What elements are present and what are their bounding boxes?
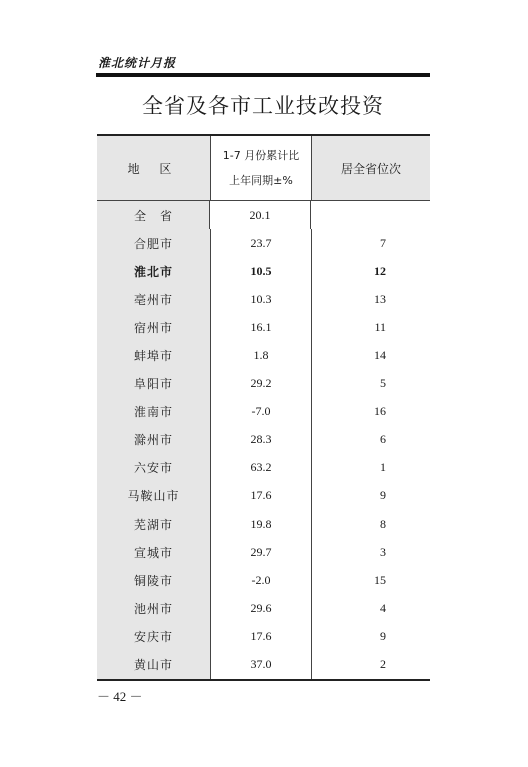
- table-row: [97, 566, 430, 594]
- table-row: [97, 538, 430, 566]
- cell-region: 滁州市: [97, 426, 211, 454]
- table-row: [97, 594, 430, 622]
- cell-value: 17.6: [211, 622, 312, 650]
- table-body: [97, 201, 430, 679]
- cell-region: 阜阳市: [97, 370, 211, 398]
- cell-value: 16.1: [211, 313, 312, 341]
- cell-rank: 4: [380, 600, 386, 615]
- header-value: [211, 136, 312, 200]
- cell-value: 28.3: [211, 426, 312, 454]
- table-row: [97, 285, 430, 313]
- cell-rank: 9: [380, 628, 386, 643]
- cell-region: 安庆市: [97, 622, 211, 650]
- cell-rank: 11: [374, 319, 386, 334]
- cell-value: 29.6: [211, 594, 312, 622]
- cell-value: 1.8: [211, 341, 312, 369]
- investment-table: [97, 134, 430, 681]
- table-row: [97, 370, 430, 398]
- table-row: [97, 482, 430, 510]
- cell-region: 马鞍山市: [97, 482, 211, 510]
- cell-rank: 8: [380, 516, 386, 531]
- cell-value: 10.3: [211, 285, 312, 313]
- table-row-highlight: [97, 257, 430, 285]
- table-row: [97, 510, 430, 538]
- cell-value: 23.7: [211, 229, 312, 257]
- cell-rank: 1: [380, 460, 386, 475]
- cell-rank: 14: [374, 348, 386, 363]
- table-row: [97, 229, 430, 257]
- table-row: [97, 622, 430, 650]
- cell-value: 29.2: [211, 370, 312, 398]
- cell-rank: 9: [380, 488, 386, 503]
- header-rule: [96, 73, 430, 77]
- cell-region: 池州市: [97, 594, 211, 622]
- cell-region: 铜陵市: [97, 566, 211, 594]
- cell-region: 合肥市: [97, 229, 211, 257]
- cell-region: 淮北市: [97, 257, 211, 285]
- cell-value: 17.6: [211, 482, 312, 510]
- table-row: [97, 651, 430, 679]
- cell-value: 10.5: [211, 257, 312, 285]
- page-number: － 42 －: [97, 689, 143, 704]
- cell-region: 黄山市: [97, 651, 211, 679]
- cell-value: 37.0: [211, 651, 312, 679]
- cell-rank: [311, 201, 430, 229]
- cell-region: 亳州市: [97, 285, 211, 313]
- page-title: 全省及各市工业技改投资: [142, 94, 384, 118]
- cell-rank: 2: [380, 657, 386, 672]
- header-rank: 居全省位次: [340, 161, 401, 176]
- table-row: [97, 454, 430, 482]
- cell-region: 全省: [97, 201, 210, 229]
- table-row: [97, 341, 430, 369]
- cell-rank: 6: [380, 432, 386, 447]
- table-row: [97, 201, 430, 229]
- cell-rank: 5: [380, 376, 386, 391]
- cell-rank: 12: [374, 263, 386, 278]
- cell-value: 19.8: [211, 510, 312, 538]
- cell-rank: 13: [374, 291, 386, 306]
- cell-rank: 15: [374, 572, 386, 587]
- cell-region: 宿州市: [97, 313, 211, 341]
- cell-region: 芜湖市: [97, 510, 211, 538]
- cell-region: 六安市: [97, 454, 211, 482]
- header-region: 地 区: [97, 136, 211, 200]
- header-title: 淮北统计月报: [98, 56, 177, 70]
- cell-value: 63.2: [211, 454, 312, 482]
- table-row: [97, 426, 430, 454]
- cell-region: 蚌埠市: [97, 341, 211, 369]
- table-header: [97, 136, 430, 201]
- cell-region: 淮南市: [97, 398, 211, 426]
- cell-rank: 7: [380, 235, 386, 250]
- header-value-line2: 上年同期±%: [229, 174, 293, 187]
- header-value-line1: 1-7 月份累计比: [222, 149, 300, 162]
- cell-value: 29.7: [211, 538, 312, 566]
- cell-value: 20.1: [210, 201, 311, 229]
- cell-rank: 3: [380, 544, 386, 559]
- cell-value: -7.0: [211, 398, 312, 426]
- table-row: [97, 313, 430, 341]
- table-row: [97, 398, 430, 426]
- cell-region: 宣城市: [97, 538, 211, 566]
- cell-value: -2.0: [211, 566, 312, 594]
- cell-rank: 16: [374, 404, 386, 419]
